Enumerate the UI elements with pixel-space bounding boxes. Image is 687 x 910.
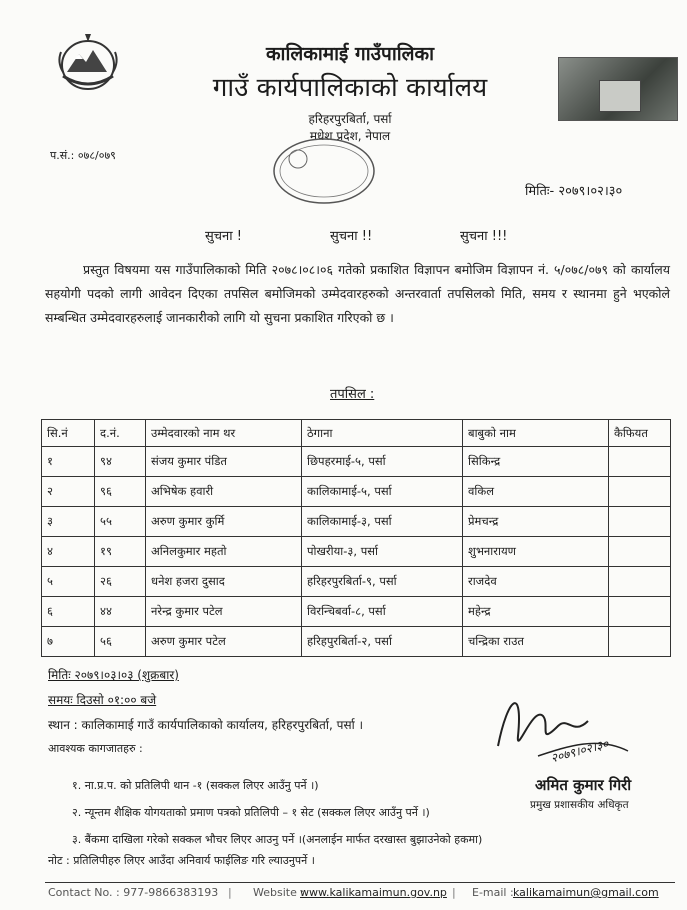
notice-label-2: सुचना !! bbox=[330, 229, 373, 244]
office-stamp bbox=[268, 135, 380, 207]
cell-reg-no: ५६ bbox=[95, 627, 146, 657]
interview-time: समयः दिउसो ०१:०० बजे bbox=[48, 693, 157, 707]
cell-serial: ७ bbox=[42, 627, 95, 657]
cell-name: संजय कुमार पंडित bbox=[146, 447, 302, 477]
website-link[interactable]: www.kalikamaimun.gov.np bbox=[300, 886, 447, 899]
notice-date: मितिः- २०७९।०२।३० bbox=[525, 184, 623, 199]
cell-name: अरुण कुमार पटेल bbox=[146, 627, 302, 657]
org-name: कालिकामाई गाउँपालिका bbox=[265, 43, 435, 65]
table-title: तपसिल : bbox=[330, 387, 375, 402]
cell-address: छिपहरमाई-५, पर्सा bbox=[302, 447, 463, 477]
cell-father-name: सिकिन्द्र bbox=[463, 447, 609, 477]
footer-separator: | bbox=[228, 886, 232, 899]
candidate-table bbox=[41, 419, 671, 657]
footer-contact: Contact No. : 977-9866383193 bbox=[48, 886, 219, 899]
cell-name: अनिलकुमार महतो bbox=[146, 537, 302, 567]
footer-email-label: E-mail : bbox=[472, 886, 514, 899]
table-row bbox=[42, 627, 671, 657]
cell-reg-no: २६ bbox=[95, 567, 146, 597]
handwritten-signature bbox=[478, 676, 678, 786]
cell-remarks bbox=[609, 627, 671, 657]
cell-serial: १ bbox=[42, 447, 95, 477]
notice-label-3: सुचना !!! bbox=[460, 229, 508, 244]
signature-date: २०७९।०२।३० bbox=[549, 736, 610, 766]
reference-number: प.सं.: ०७८/०७९ bbox=[50, 149, 116, 162]
cell-address: हरिहपुरबिर्ता-२, पर्सा bbox=[302, 627, 463, 657]
cell-name: अभिषेक हवारी bbox=[146, 477, 302, 507]
cell-reg-no: ९६ bbox=[95, 477, 146, 507]
address-line-2: मधेश प्रदेश, नेपाल bbox=[309, 129, 391, 143]
footer-website-link[interactable] bbox=[300, 886, 447, 899]
address-line-1: हरिहरपुरबिर्ता, पर्सा bbox=[308, 112, 392, 126]
cell-reg-no: ४४ bbox=[95, 597, 146, 627]
notice-body: प्रस्तुत विषयमा यस गाउँपालिकाको मिति २०७८।०८।०६ गतेको प्रकाशित विज्ञापन बमोजिम विज्ञापन नं. ५/०७८/०७९ को कार्यालय सहयोगी पदको लागी आवेदन दिएका तपसिल बमोजिमको उम्मेदवारहरुको अन्तरवार्ता तपसिलको मिति, समय र स्थानमा हुने भएकोले सम्बन्धित उम्मेदवारहरुलाई जानकारीको लागि यो सुचना प्रकाशित गरिएको छ । bbox=[45, 262, 670, 325]
cell-remarks bbox=[609, 507, 671, 537]
col-address: ठेगाना bbox=[302, 420, 463, 447]
col-serial: सि.नं bbox=[42, 420, 95, 447]
cell-father-name: वकिल bbox=[463, 477, 609, 507]
documents-heading: आवश्यक कागजातहरु : bbox=[48, 742, 143, 755]
document-item-1: १. ना.प्र.प. को प्रतिलिपी थान -१ (सक्कल लिएर आउँनु पर्ने ।) bbox=[72, 779, 319, 792]
cell-address: पोखरीया-३, पर्सा bbox=[302, 537, 463, 567]
interview-date: मितिः २०७९।०३।०३ (शुक्रबार) bbox=[48, 668, 179, 682]
cell-address: कालिकामाई-३, पर्सा bbox=[302, 507, 463, 537]
cell-name: नरेन्द्र कुमार पटेल bbox=[146, 597, 302, 627]
cell-father-name: चन्द्रिका राउत bbox=[463, 627, 609, 657]
note: नोट : प्रतिलिपीहरु लिएर आउँदा अनिवार्य फाईलिङ गरि ल्याउनुपर्ने । bbox=[48, 854, 315, 867]
cell-father-name: शुभनारायण bbox=[463, 537, 609, 567]
document-item-3: ३. बैंकमा दाखिला गरेको सक्कल भौचर लिएर आउनु पर्ने ।(अनलाईन मार्फत दरखास्त बुझाउनेको हकमा) bbox=[72, 833, 483, 846]
table-row bbox=[42, 537, 671, 567]
cell-reg-no: ९४ bbox=[95, 447, 146, 477]
signatory-title: प्रमुख प्रशासकीय अधिकृत bbox=[530, 799, 629, 811]
footer-website-label: Website : bbox=[253, 886, 305, 899]
cell-reg-no: १९ bbox=[95, 537, 146, 567]
cell-remarks bbox=[609, 567, 671, 597]
cell-father-name: राजदेव bbox=[463, 567, 609, 597]
cell-remarks bbox=[609, 537, 671, 567]
footer-divider bbox=[45, 882, 675, 883]
cell-father-name: प्रेमचन्द्र bbox=[463, 507, 609, 537]
footer-email-link[interactable] bbox=[513, 886, 659, 899]
col-name: उम्मेदवारको नाम थर bbox=[146, 420, 302, 447]
cell-address: विरन्चिबर्वा-८, पर्सा bbox=[302, 597, 463, 627]
interview-place: स्थान : कालिकामाई गाउँ कार्यपालिकाको कार्यालय, हरिहरपुरबिर्ता, पर्सा । bbox=[48, 718, 364, 732]
cell-remarks bbox=[609, 447, 671, 477]
cell-reg-no: ५५ bbox=[95, 507, 146, 537]
cell-address: हरिहरपुरबिर्ता-९, पर्सा bbox=[302, 567, 463, 597]
col-father-name: बाबुको नाम bbox=[463, 420, 609, 447]
cell-father-name: महेन्द्र bbox=[463, 597, 609, 627]
table-row bbox=[42, 567, 671, 597]
nepal-emblem-icon bbox=[55, 32, 121, 94]
cell-remarks bbox=[609, 597, 671, 627]
office-building-photo bbox=[558, 57, 678, 121]
cell-serial: ५ bbox=[42, 567, 95, 597]
table-row bbox=[42, 477, 671, 507]
table-row bbox=[42, 447, 671, 477]
table-header-row bbox=[42, 420, 671, 447]
col-remarks: कैफियत bbox=[609, 420, 671, 447]
document-item-2: २. न्यून्तम शैक्षिक योगयताको प्रमाण पत्रको प्रतिलिपी – १ सेट (सक्कल लिएर आउँनु पर्ने ।) bbox=[72, 806, 430, 819]
table-row bbox=[42, 597, 671, 627]
notice-label-1: सुचना ! bbox=[205, 229, 242, 244]
col-reg-no: द.नं. bbox=[95, 420, 146, 447]
table-row bbox=[42, 507, 671, 537]
cell-serial: ४ bbox=[42, 537, 95, 567]
cell-serial: ६ bbox=[42, 597, 95, 627]
cell-name: अरुण कुमार कुर्मि bbox=[146, 507, 302, 537]
cell-serial: ३ bbox=[42, 507, 95, 537]
cell-name: धनेश हजरा दुसाद bbox=[146, 567, 302, 597]
cell-serial: २ bbox=[42, 477, 95, 507]
signatory-name: अमित कुमार गिरी bbox=[535, 776, 632, 794]
cell-address: कालिकामाई-५, पर्सा bbox=[302, 477, 463, 507]
footer-separator: | bbox=[452, 886, 456, 899]
email-link[interactable]: kalikamaimun@gmail.com bbox=[513, 886, 659, 899]
office-name: गाउँ कार्यपालिकाको कार्यालय bbox=[212, 73, 488, 103]
cell-remarks bbox=[609, 477, 671, 507]
